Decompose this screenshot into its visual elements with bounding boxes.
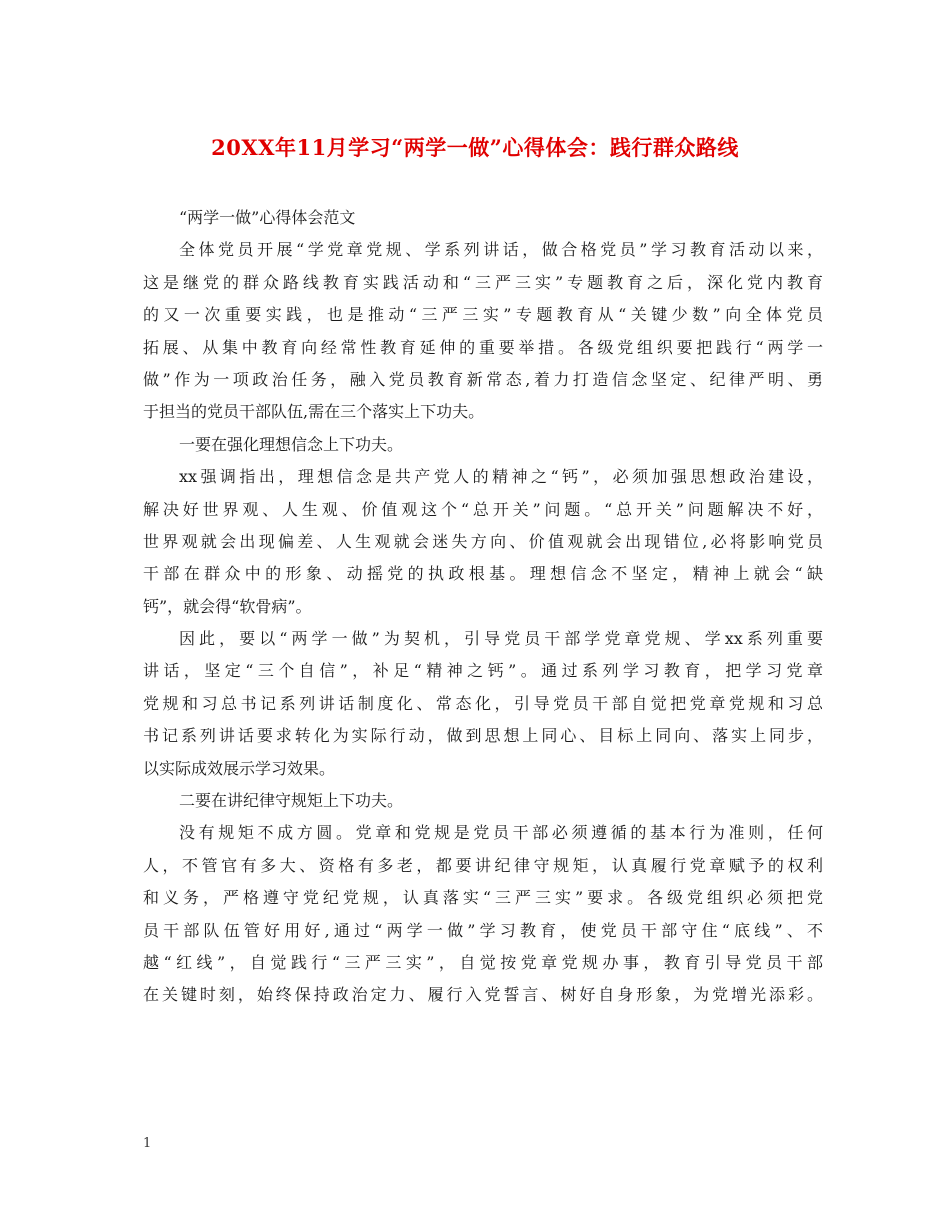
page-number: 1 [143, 1136, 152, 1151]
text-line: 没有规矩不成方圆。党章和党规是党员干部必须遵循的基本行为准则，任何 [179, 823, 823, 843]
text-line: 员干部队伍管好用好,通过“两学一做”学习教育，使党员干部守住“底线”、不 [143, 920, 823, 940]
text-line: 讲话，坚定“三个自信”，补足“精神之钙”。通过系列学习教育，把学习党章 [143, 661, 823, 681]
text-line: 于担当的党员干部队伍,需在三个落实上下功夫。 [143, 402, 485, 422]
text-line: 这是继党的群众路线教育实践活动和“三严三实”专题教育之后，深化党内教育 [143, 272, 823, 292]
text-line: 解决好世界观、人生观、价值观这个“总开关”问题。“总开关”问题解决不好， [143, 499, 823, 519]
text-line: 因此，要以“两学一做”为契机，引导党员干部学党章党规、学xx系列重要 [179, 629, 823, 649]
text-line: 和义务，严格遵守党纪党规，认真落实“三严三实”要求。各级党组织必须把党 [143, 888, 823, 908]
text-line: 人，不管官有多大、资格有多老，都要讲纪律守规矩，认真履行党章赋予的权利 [143, 855, 823, 875]
text-line: 越“红线”，自觉践行“三严三实”，自觉按党章党规办事，教育引导党员干部 [143, 952, 823, 972]
text-line: 一要在强化理想信念上下功夫。 [179, 434, 404, 454]
text-line: 钙”，就会得“软骨病”。 [143, 596, 312, 616]
text-line: 书记系列讲话要求转化为实际行动，做到思想上同心、目标上同向、落实上同步， [143, 726, 823, 746]
text-line: 做”作为一项政治任务，融入党员教育新常态,着力打造信念坚定、纪律严明、勇 [143, 369, 823, 389]
text-line: 拓展、从集中教育向经常性教育延伸的重要举措。各级党组织要把践行“两学一 [143, 337, 823, 357]
document-title: 20XX年11月学习“两学一做”心得体会：践行群众路线 [211, 135, 739, 160]
text-line: xx强调指出，理想信念是共产党人的精神之“钙”，必须加强思想政治建设， [179, 467, 823, 487]
text-line: 世界观就会出现偏差、人生观就会迷失方向、价值观就会出现错位,必将影响党员 [143, 531, 823, 551]
text-line: 全体党员开展“学党章党规、学系列讲话，做合格党员”学习教育活动以来， [179, 240, 823, 260]
text-line: 二要在讲纪律守规矩上下功夫。 [179, 791, 404, 811]
text-line: 党规和习总书记系列讲话制度化、常态化，引导党员干部自觉把党章党规和习总 [143, 693, 823, 713]
document-body [143, 202, 823, 1012]
text-line: 干部在群众中的形象、动摇党的执政根基。理想信念不坚定，精神上就会“缺 [143, 564, 823, 584]
text-line: “两学一做”心得体会范文 [179, 208, 356, 227]
text-line: 的又一次重要实践，也是推动“三严三实”专题教育从“关键少数”向全体党员 [143, 305, 823, 325]
text-line: 以实际成效展示学习效果。 [143, 758, 336, 778]
text-line: 在关键时刻，始终保持政治定力、履行入党誓言、树好自身形象，为党增光添彩。 [143, 985, 823, 1005]
